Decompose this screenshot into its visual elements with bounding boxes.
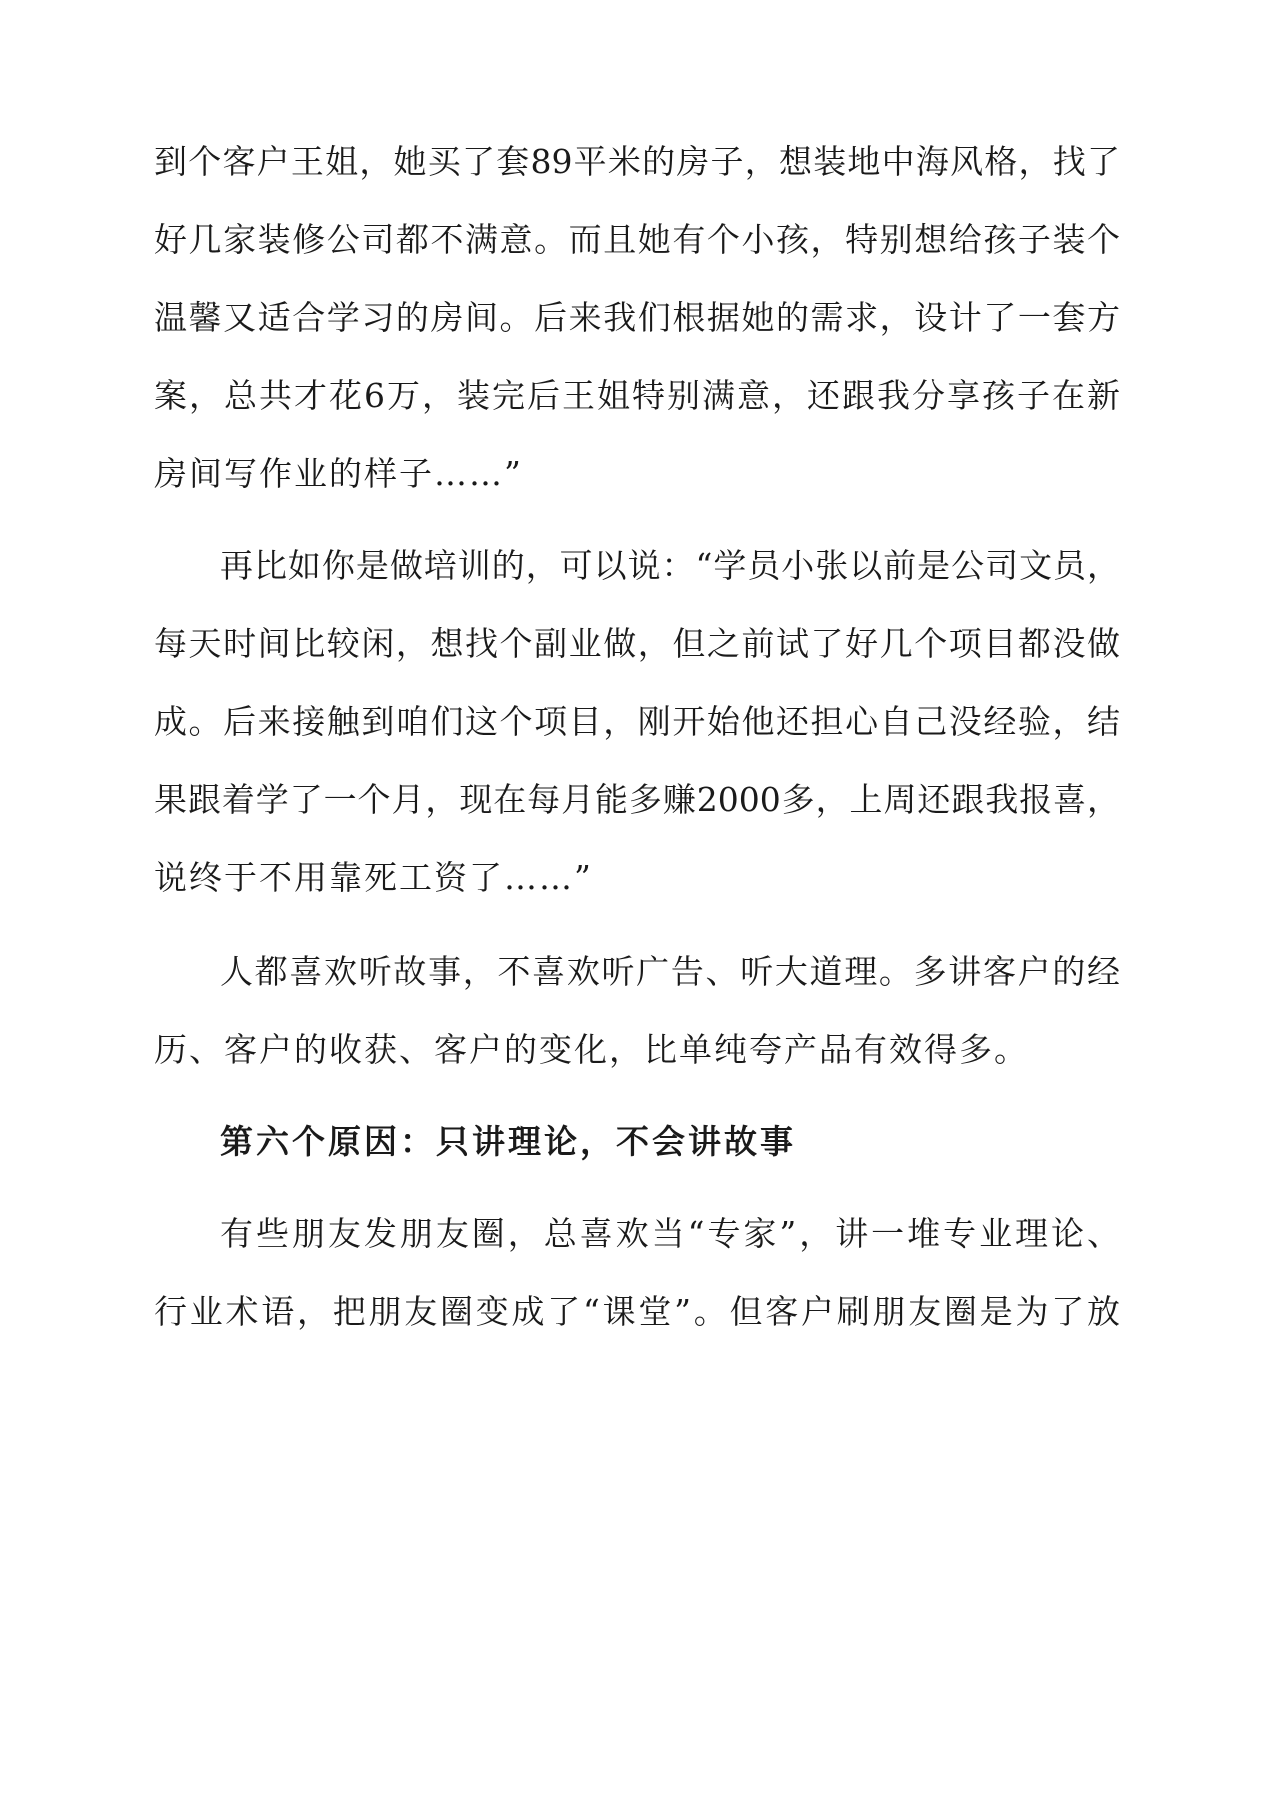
paragraph-line: 人都喜欢听故事，不喜欢听广告、听大道理。多讲客户的经 [220, 952, 1120, 991]
paragraph-line: 行业术语，把朋友圈变成了“课堂”。但客户刷朋友圈是为了放 [154, 1292, 1120, 1331]
paragraph-line: 温馨又适合学习的房间。后来我们根据她的需求，设计了一套方 [154, 298, 1120, 337]
paragraph-line: 历、客户的收获、客户的变化，比单纯夸产品有效得多。 [154, 1030, 1029, 1069]
paragraph-line: 说终于不用靠死工资了……” [154, 858, 593, 897]
paragraph-line: 再比如你是做培训的，可以说：“学员小张以前是公司文员， [220, 546, 1120, 585]
paragraph-line: 好几家装修公司都不满意。而且她有个小孩，特别想给孩子装个 [154, 220, 1120, 259]
paragraph-line: 有些朋友发朋友圈，总喜欢当“专家”，讲一堆专业理论、 [220, 1214, 1120, 1253]
section-heading: 第六个原因：只讲理论，不会讲故事 [220, 1122, 796, 1161]
paragraph-line: 果跟着学了一个月，现在每月能多赚2000多，上周还跟我报喜， [154, 780, 1120, 819]
paragraph-line: 到个客户王姐，她买了套89平米的房子，想装地中海风格，找了 [154, 142, 1120, 181]
paragraph-line: 成。后来接触到咱们这个项目，刚开始他还担心自己没经验，结 [154, 702, 1120, 741]
paragraph-line: 房间写作业的样子……” [154, 454, 523, 493]
paragraph-line: 案，总共才花6万，装完后王姐特别满意，还跟我分享孩子在新 [154, 376, 1120, 415]
paragraph-line: 每天时间比较闲，想找个副业做，但之前试了好几个项目都没做 [154, 624, 1120, 663]
